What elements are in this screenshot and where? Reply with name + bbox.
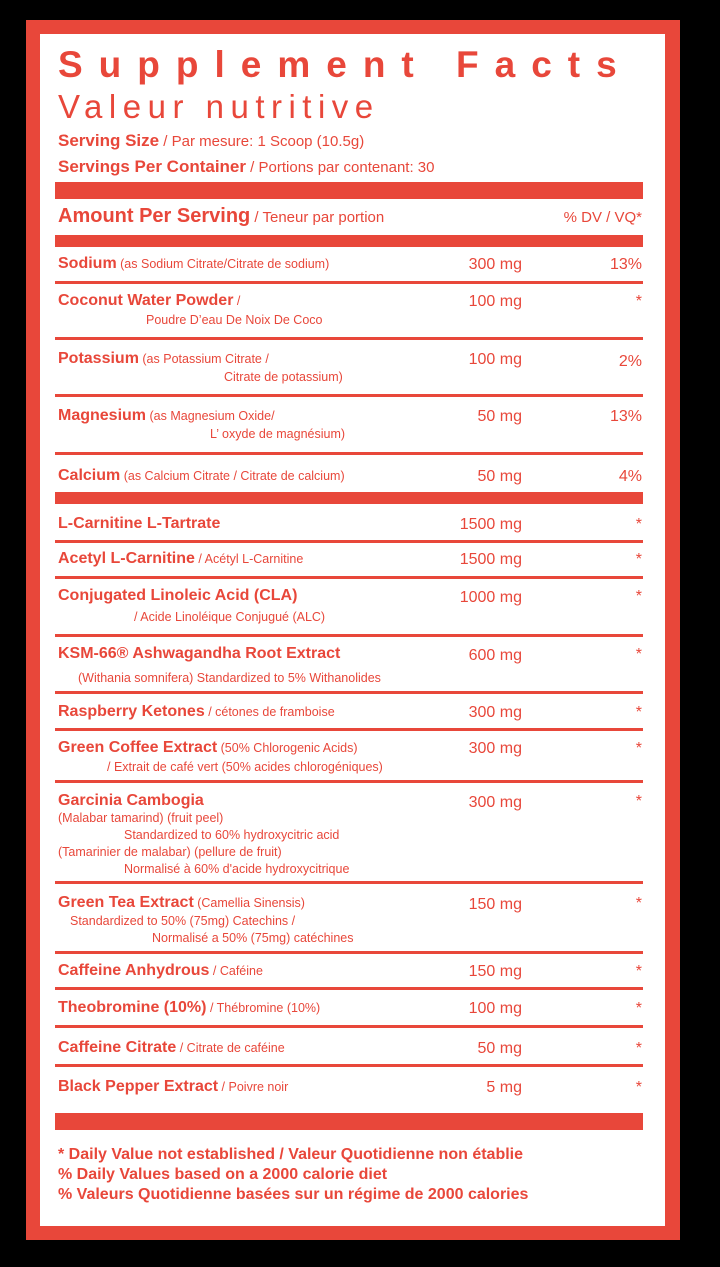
divider-thin — [55, 634, 643, 637]
nutrient-name: Green Coffee Extract (50% Chlorogenic Acids) — [58, 739, 358, 756]
nutrient-name: Conjugated Linoleic Acid (CLA) — [58, 587, 298, 604]
nutrient-amount: 300 mg — [468, 704, 522, 721]
serving-size: Serving Size / Par mesure: 1 Scoop (10.5g) — [58, 131, 365, 150]
nutrient-name: Raspberry Ketones / cétones de framboise — [58, 703, 335, 720]
footnote: % Valeurs Quotidienne basées sur un régime de 2000 calories — [58, 1186, 529, 1203]
nutrient-dv: 2% — [618, 353, 642, 370]
nutrient-dv: * — [635, 646, 642, 663]
nutrient-amount: 1000 mg — [459, 589, 522, 606]
divider-thin — [55, 881, 643, 884]
nutrient-amount: 150 mg — [468, 963, 522, 980]
nutrient-subtext: Citrate de potassium) — [224, 370, 343, 384]
daily-value-header: % DV / VQ* — [563, 209, 642, 226]
nutrient-name: Caffeine Anhydrous / Caféine — [58, 962, 263, 979]
nutrient-subtext: (Malabar tamarind) (fruit peel) — [58, 811, 224, 825]
nutrient-subtext: Normalisé a 50% (75mg) catéchines — [152, 931, 354, 945]
title-french: Valeur nutritive — [58, 88, 380, 125]
nutrient-amount: 1500 mg — [459, 516, 522, 533]
nutrient-dv: 13% — [609, 408, 642, 425]
amount-per-serving-header: Amount Per Serving / Teneur par portion — [58, 205, 385, 227]
nutrient-amount: 50 mg — [477, 1040, 522, 1057]
nutrient-amount: 100 mg — [468, 293, 522, 310]
divider-thin — [55, 728, 643, 731]
nutrient-subtext: / Extrait de café vert (50% acides chlorogéniques) — [107, 760, 383, 774]
nutrient-dv: * — [635, 1040, 642, 1057]
nutrient-subtext: L’ oxyde de magnésium) — [210, 427, 346, 441]
divider-thin — [55, 540, 643, 543]
divider-thin — [55, 576, 643, 579]
nutrient-dv: * — [635, 588, 642, 605]
nutrient-amount: 1500 mg — [459, 551, 522, 568]
nutrient-dv: 4% — [618, 468, 642, 485]
divider-thin — [55, 1025, 643, 1028]
divider-thick — [55, 182, 643, 199]
nutrient-dv: * — [635, 516, 642, 533]
divider-thin — [55, 337, 643, 340]
nutrient-name: KSM-66® Ashwagandha Root Extract — [58, 645, 341, 662]
nutrient-name: Garcinia Cambogia — [58, 792, 204, 809]
nutrient-subtext: Poudre D’eau De Noix De Coco — [146, 313, 323, 327]
nutrient-subtext: / Acide Linoléique Conjugué (ALC) — [134, 610, 326, 624]
nutrient-dv: * — [635, 793, 642, 810]
nutrient-amount: 300 mg — [468, 740, 522, 757]
nutrient-amount: 600 mg — [468, 647, 522, 664]
nutrient-name: Caffeine Citrate / Citrate de caféine — [58, 1039, 285, 1056]
nutrient-dv: 13% — [609, 256, 642, 273]
footnote: * Daily Value not established / Valeur Quotidienne non établie — [58, 1146, 523, 1163]
divider-thin — [55, 1064, 643, 1067]
nutrient-amount: 150 mg — [468, 896, 522, 913]
footnote: % Daily Values based on a 2000 calorie diet — [58, 1166, 388, 1183]
title-english: Supplement Facts — [58, 44, 633, 85]
nutrient-dv: * — [635, 963, 642, 980]
nutrient-amount: 100 mg — [468, 1000, 522, 1017]
nutrient-amount: 100 mg — [468, 351, 522, 368]
nutrient-name: Magnesium (as Magnesium Oxide/ — [58, 407, 275, 424]
nutrient-dv: * — [635, 1000, 642, 1017]
divider-thick — [55, 235, 643, 247]
nutrient-subtext: Standardized to 60% hydroxycitric acid — [124, 828, 340, 842]
nutrient-dv: * — [635, 551, 642, 568]
nutrient-name: Calcium (as Calcium Citrate / Citrate de calcium) — [58, 467, 345, 484]
nutrient-amount: 50 mg — [477, 468, 522, 485]
nutrient-subtext: (Tamarinier de malabar) (pellure de fruit) — [58, 845, 282, 859]
nutrient-dv: * — [635, 1079, 642, 1096]
nutrient-name: L-Carnitine L-Tartrate — [58, 515, 221, 532]
nutrient-amount: 300 mg — [468, 794, 522, 811]
nutrient-subtext: Standardized to 50% (75mg) Catechins / — [70, 914, 296, 928]
nutrient-dv: * — [635, 293, 642, 310]
nutrient-name: Sodium (as Sodium Citrate/Citrate de sodium) — [58, 255, 330, 272]
nutrient-dv: * — [635, 704, 642, 721]
divider-thick — [55, 1113, 643, 1130]
divider-thin — [55, 951, 643, 954]
divider-thick — [55, 492, 643, 504]
divider-thin — [55, 452, 643, 455]
nutrient-amount: 300 mg — [468, 256, 522, 273]
nutrient-amount: 50 mg — [477, 408, 522, 425]
nutrient-name: Coconut Water Powder / — [58, 292, 241, 309]
nutrient-name: Potassium (as Potassium Citrate / — [58, 350, 269, 367]
servings-per-container: Servings Per Container / Portions par contenant: 30 — [58, 157, 435, 176]
divider-thin — [55, 780, 643, 783]
divider-thin — [55, 987, 643, 990]
nutrient-dv: * — [635, 895, 642, 912]
divider-thin — [55, 281, 643, 284]
nutrient-name: Black Pepper Extract / Poivre noir — [58, 1078, 289, 1095]
nutrient-name: Theobromine (10%) / Thébromine (10%) — [58, 999, 321, 1016]
nutrient-subtext: Normalisé à 60% d'acide hydroxycitrique — [124, 862, 350, 876]
nutrient-amount: 5 mg — [486, 1079, 522, 1096]
nutrient-name: Green Tea Extract (Camellia Sinensis) — [58, 894, 305, 911]
nutrient-name: Acetyl L-Carnitine / Acétyl L-Carnitine — [58, 550, 304, 567]
divider-thin — [55, 691, 643, 694]
nutrient-subtext: (Withania somnifera) Standardized to 5% Withanolides — [78, 671, 381, 685]
nutrient-dv: * — [635, 740, 642, 757]
divider-thin — [55, 394, 643, 397]
